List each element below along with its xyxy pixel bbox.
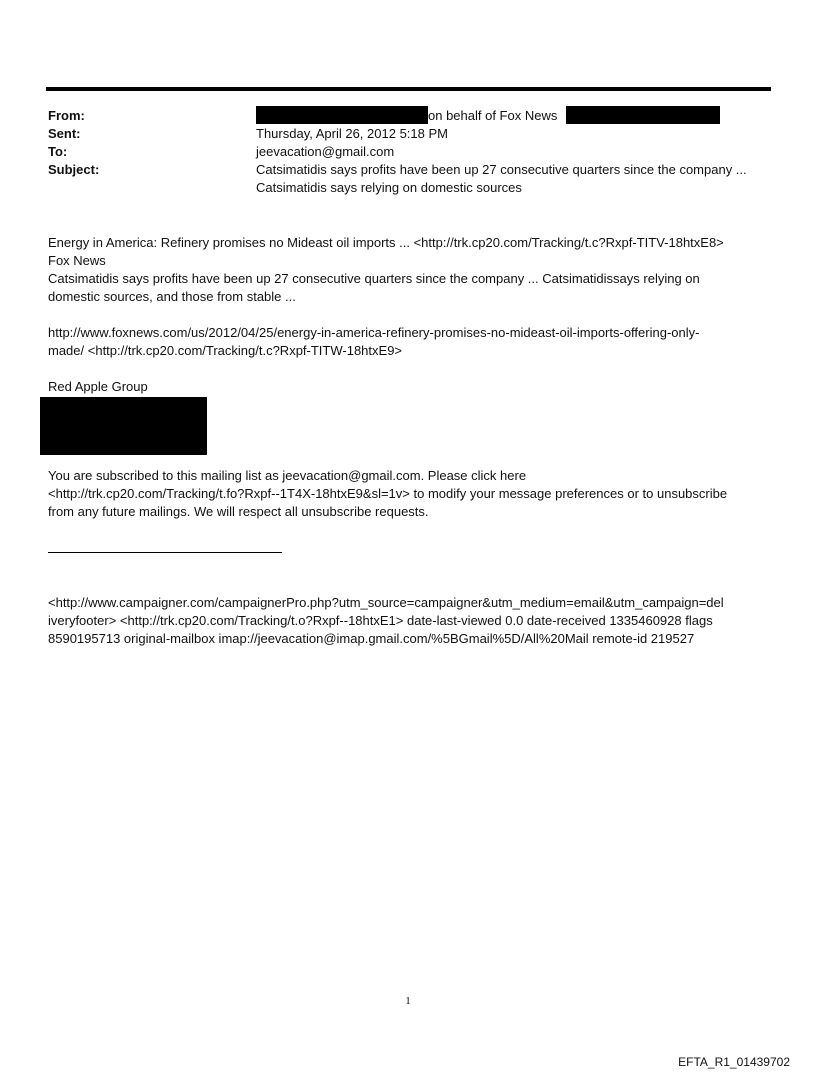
sent-value: Thursday, April 26, 2012 5:18 PM xyxy=(256,126,448,141)
page-number: 1 xyxy=(405,995,411,1007)
article-snippet-line: domestic sources, and those from stable ... xyxy=(48,289,296,304)
redaction-block xyxy=(566,106,720,124)
subscription-notice-line: You are subscribed to this mailing list as jeevacation@gmail.com. Please click here xyxy=(48,468,527,483)
footer-metadata-line: 8590195713 original-mailbox imap://jeevacation@imap.gmail.com/%5BGmail%5D/All%20Mail remote-id 219527 xyxy=(48,631,695,646)
to-value: jeevacation@gmail.com xyxy=(256,144,395,159)
to-label: To: xyxy=(48,144,68,159)
subject-label: Subject: xyxy=(48,162,100,177)
from-value: on behalf of Fox News xyxy=(428,108,558,123)
document-id: EFTA_R1_01439702 xyxy=(678,1055,790,1069)
subscription-notice-line: <http://trk.cp20.com/Tracking/t.fo?Rxpf--1T4X-18htxE9&sl=1v> to modify your message preferences or to unsubscribe xyxy=(48,486,728,501)
footer-divider xyxy=(48,552,282,553)
article-snippet-line: Catsimatidis says profits have been up 27 consecutive quarters since the company ... Catsimatidissays relying on xyxy=(48,271,700,286)
from-label: From: xyxy=(48,108,85,123)
footer-metadata-line: iveryfooter> <http://trk.cp20.com/Tracking/t.o?Rxpf--18htxE1> date-last-viewed 0.0 date-received 1335460928 flags xyxy=(48,613,713,628)
article-url-line: made/ <http://trk.cp20.com/Tracking/t.c?Rxpf-TITW-18htxE9> xyxy=(48,343,403,358)
redaction-block xyxy=(256,106,428,124)
organization-name: Red Apple Group xyxy=(48,379,148,394)
subscription-notice-line: from any future mailings. We will respect all unsubscribe requests. xyxy=(48,504,429,519)
footer-metadata-line: <http://www.campaigner.com/campaignerPro.php?utm_source=campaigner&utm_medium=email&utm_campaign=del xyxy=(48,595,724,610)
header-rule xyxy=(46,87,771,91)
sent-label: Sent: xyxy=(48,126,81,141)
article-source: Fox News xyxy=(48,253,106,268)
redaction-block xyxy=(40,397,207,455)
subject-line-1: Catsimatidis says profits have been up 27 consecutive quarters since the company ... xyxy=(256,162,747,177)
article-url-line: http://www.foxnews.com/us/2012/04/25/energy-in-america-refinery-promises-no-mideast-oil-imports-offering-only- xyxy=(48,325,700,340)
article-title-line: Energy in America: Refinery promises no Mideast oil imports ... <http://trk.cp20.com/Tracking/t.c?Rxpf-TITV-18htxE8> xyxy=(48,235,724,250)
subject-line-2: Catsimatidis says relying on domestic sources xyxy=(256,180,522,195)
